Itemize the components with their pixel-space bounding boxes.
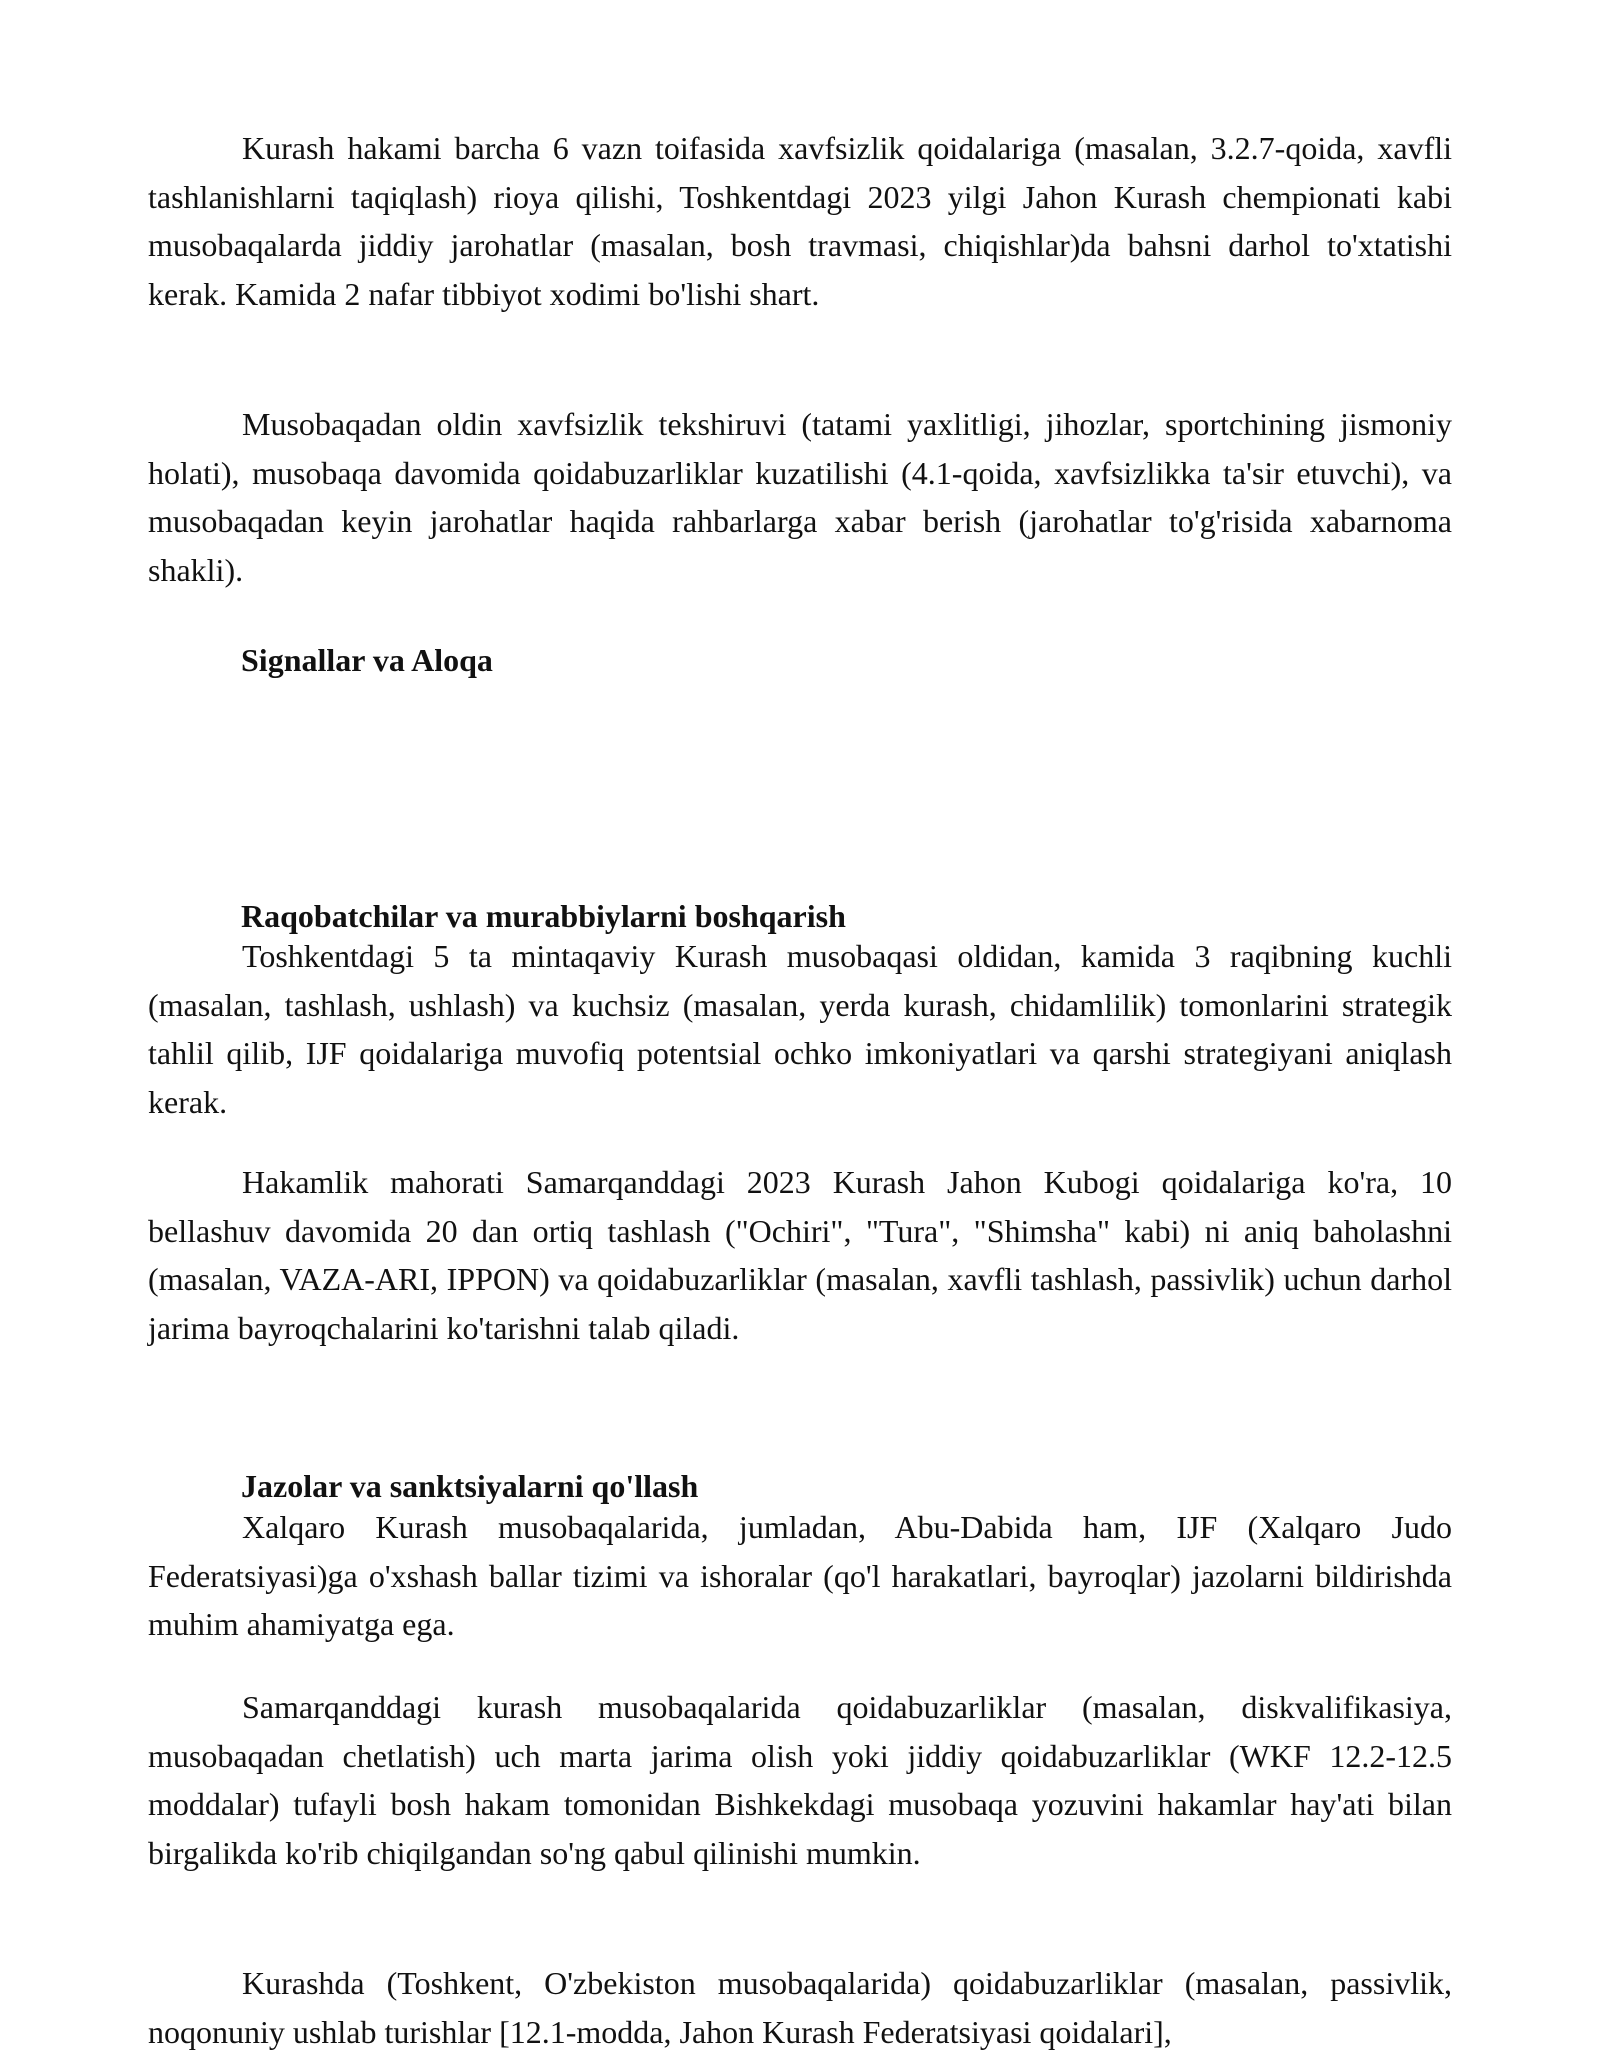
paragraph-disqualification: Samarqanddagi kurash musobaqalarida qoidabuzarliklar (masalan, diskvalifikasiya, musobaqadan chetlatish) uch marta jarima olish yoki jiddiy qoidabuzarliklar (WKF 12.2-12.5 moddalar) tufayli bosh hakam tomonidan Bishkekdagi musobaqa yozuvini hakamlar hay'ati bilan birgalikda ko'rib chiqilgandan so'ng qabul qilinishi mumkin. — [148, 1689, 1452, 1871]
heading-signals: Signallar va Aloqa — [241, 642, 493, 678]
paragraph-safety-checks: Musobaqadan oldin xavfsizlik tekshiruvi (tatami yaxlitligi, jihozlar, sportchining jismoniy holati), musobaqa davomida qoidabuzarliklar kuzatilishi (4.1-qoida, xavfsizlikka ta'sir etuvchi), va musobaqadan keyin jarohatlar haqida rahbarlarga xabar berish (jarohatlar to'g'risida xabarnoma shakli). — [148, 406, 1452, 588]
paragraph-refereeing-skill: Hakamlik mahorati Samarqanddagi 2023 Kurash Jahon Kubogi qoidalariga ko'ra, 10 bellashuv davomida 20 dan ortiq tashlash ("Ochiri", "Tura", "Shimsha" kabi) ni aniq baholashni (masalan, VAZA-ARI, IPPON) va qoidabuzarliklar (masalan, xavfli tashlash, passivlik) uchun darhol jarima bayroqchalarini ko'tarishni talab qiladi. — [148, 1164, 1452, 1346]
paragraph-referee-safety: Kurash hakami barcha 6 vazn toifasida xavfsizlik qoidalariga (masalan, 3.2.7-qoida, xavfli tashlanishlarni taqiqlash) rioya qilishi, Toshkentdagi 2023 yilgi Jahon Kurash chempionati kabi musobaqalarda jiddiy jarohatlar (masalan, bosh travmasi, chiqishlar)da bahsni darhol to'xtatishi kerak. Kamida 2 nafar tibbiyot xodimi bo'lishi shart. — [148, 130, 1452, 312]
paragraph-opponent-analysis: Toshkentdagi 5 ta mintaqaviy Kurash musobaqasi oldidan, kamida 3 raqibning kuchli (masalan, tashlash, ushlash) va kuchsiz (masalan, yerda kurash, chidamlilik) tomonlarini strategik tahlil qilib, IJF qoidalariga muvofiq potentsial ochko imkoniyatlari va qarshi strategiyani aniqlash kerak. — [148, 938, 1452, 1120]
paragraph-violations: Kurashda (Toshkent, O'zbekiston musobaqalarida) qoidabuzarliklar (masalan, passivlik, noqonuniy ushlab turishlar [12.1-modda, Jahon Kurash Federatsiyasi qoidalari], — [148, 1965, 1452, 2050]
heading-competitors: Raqobatchilar va murabbiylarni boshqarish — [241, 898, 846, 934]
heading-penalties: Jazolar va sanktsiyalarni qo'llash — [241, 1468, 699, 1504]
paragraph-scoring-signals: Xalqaro Kurash musobaqalarida, jumladan, Abu-Dabida ham, IJF (Xalqaro Judo Federatsiyasi)ga o'xshash ballar tizimi va ishoralar (qo'l harakatlari, bayroqlar) jazolarni bildirishda muhim ahamiyatga ega. — [148, 1509, 1452, 1642]
